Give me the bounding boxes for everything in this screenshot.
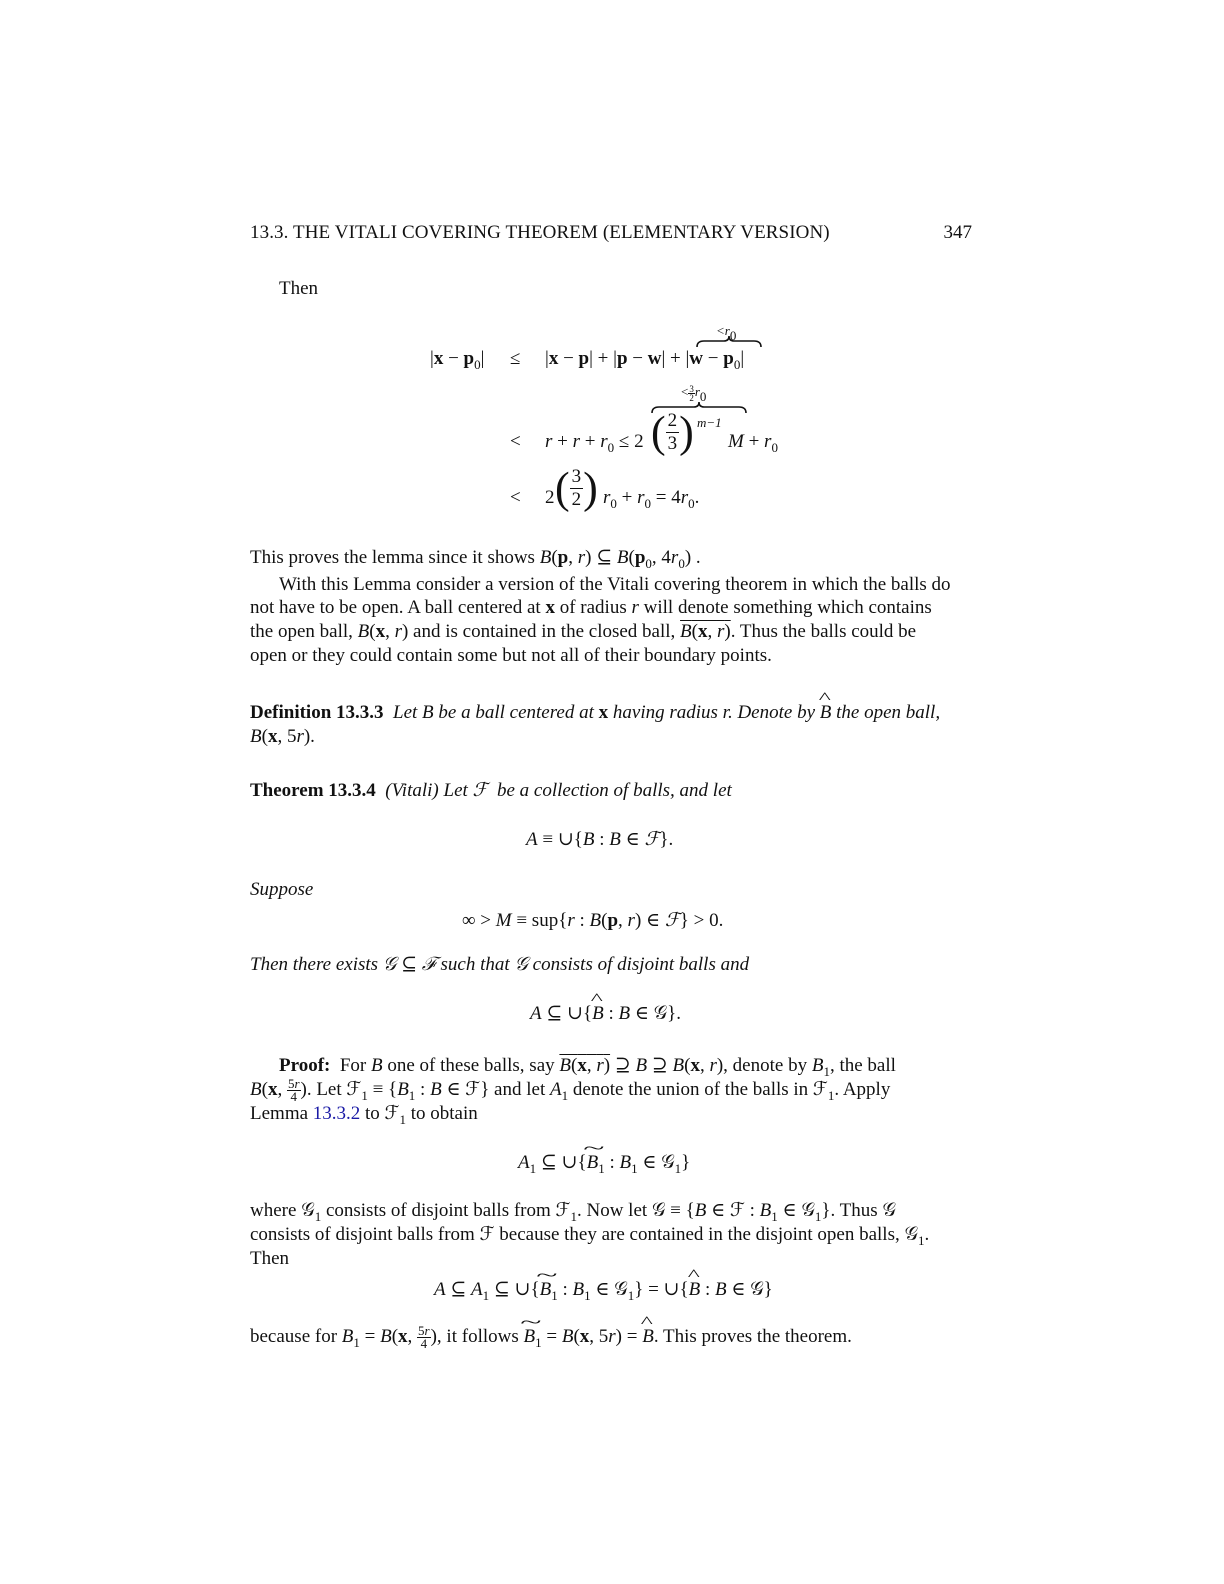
proof-eq5: A ⊆ $A_1$ ⊆ ∪{~ $B_1$ : $B_1$ ∈ 𝒢$_1$} = ∪{^ B : B ∈ 𝒢}	[434, 1278, 773, 1303]
theorem-eq2: ∞ > M ≡ sup{r : B(p, r) ∈ ℱ} > 0.	[462, 910, 724, 931]
ineq-row-3-coef: 2	[545, 487, 555, 508]
proof-line7: because for $B_1 = B(x$, $\frac{5r}{4}$ ), it follows ~ $B_1 = B(x$, 5r) = ^ B. This proves the theorem.	[250, 1325, 852, 1350]
para1-line1: With this Lemma consider a version of the Vitali covering theorem in which the balls do	[279, 574, 951, 595]
intro-then: Then	[279, 278, 319, 299]
definition-label: Definition 13.3.3	[250, 702, 384, 723]
para1-line4: open or they could contain some but not all of their boundary points.	[250, 645, 772, 666]
ineq-row-3: $r_0 + r_0 = 4r_0$.	[603, 487, 700, 511]
proof-eq4: $A_1$ ⊆ ∪{~ $B_1$ : $B_1$ ∈ 𝒢$_1$}	[518, 1151, 690, 1176]
lemma-ref-link[interactable]: 13.3.2	[312, 1103, 361, 1124]
theorem-13-3-4: Theorem 13.3.4 (Vitali) Let ℱ be a collection of balls, and let	[250, 780, 732, 801]
suppose: Suppose	[250, 879, 314, 900]
proof-line3: Lemma 13.3.2 to ℱ$_1$ to obtain	[250, 1103, 478, 1127]
theorem-eq3: A ⊆ ∪{^ B : B ∈ 𝒢}.	[530, 1002, 681, 1026]
para1-line2: not have to be open. A ball centered at x of radius r will denote something which contains	[250, 597, 932, 618]
proof-line4: where 𝒢$_1$ consists of disjoint balls from ℱ$_1$. Now let 𝒢 ≡ {B ∈ ℱ : $B_1$ ∈ 𝒢$_1$}. Thus 𝒢	[250, 1200, 896, 1224]
theorem-label: Theorem 13.3.4	[250, 780, 376, 801]
two-thirds-power: ( $\frac{2}{3}$ )	[651, 407, 694, 457]
proof-line1: Proof: For B one of these balls, say B(x, r) ⊇ B ⊇ B(x, r), denote by $B_1$, the ball	[279, 1055, 896, 1079]
page-number: 347	[943, 222, 972, 243]
lemma-conclusion: This proves the lemma since it shows B(p, r) ⊆ $B(p_0$, $4r_0$) .	[250, 547, 701, 571]
section-title: 13.3. THE VITALI COVERING THEOREM (ELEMENTARY VERSION)	[250, 222, 830, 243]
theorem-then: Then there exists 𝒢 ⊆ ℱ such that 𝒢 consists of disjoint balls and	[250, 954, 750, 975]
ineq-rel-1: ≤	[510, 348, 521, 369]
ineq-row-2-end: $M + r_0$	[728, 431, 778, 455]
ineq-lhs: $|x - p_0|$	[430, 348, 485, 372]
para1-line3: the open ball, B(x, r) and is contained in the closed ball, B(x, r). Thus the balls could be	[250, 621, 917, 642]
ineq-rel-2: <	[510, 431, 521, 452]
brace1-label: <r0	[716, 323, 737, 343]
ineq-rel-3: <	[510, 487, 521, 508]
definition-13-3-3: Definition 13.3.3 Let B be a ball centered at x having radius r. Denote by ^ B the open ball,	[250, 701, 940, 725]
definition-line2: B(x, 5r).	[250, 726, 315, 747]
three-halves: ( $\frac{3}{2}$ )	[555, 463, 598, 513]
proof-line2: B(x, $\frac{5r}{4}$ ). Let ℱ$_1$ ≡ {$B_1$ : B ∈ ℱ} and let $A_1$ denote the union of the balls in ℱ$_1$. Apply	[250, 1076, 891, 1105]
ineq-row-2: $r + r + r_0 \le 2$	[545, 431, 644, 455]
proof-line6: Then	[250, 1248, 290, 1269]
proof-line5: consists of disjoint balls from ℱ because they are contained in the disjoint open balls, 𝒢$_1$.	[250, 1224, 930, 1248]
theorem-eq1: A ≡ ∪{B : B ∈ ℱ}.	[526, 829, 674, 850]
proof-label: Proof:	[279, 1055, 331, 1076]
ineq-row-1: $|x - p| + |p - w| + |w - p_0|$	[545, 348, 745, 372]
brace2-label: < $\frac{3}{2}$ r0	[681, 383, 707, 404]
exponent-m-minus-1: m−1	[697, 415, 722, 430]
